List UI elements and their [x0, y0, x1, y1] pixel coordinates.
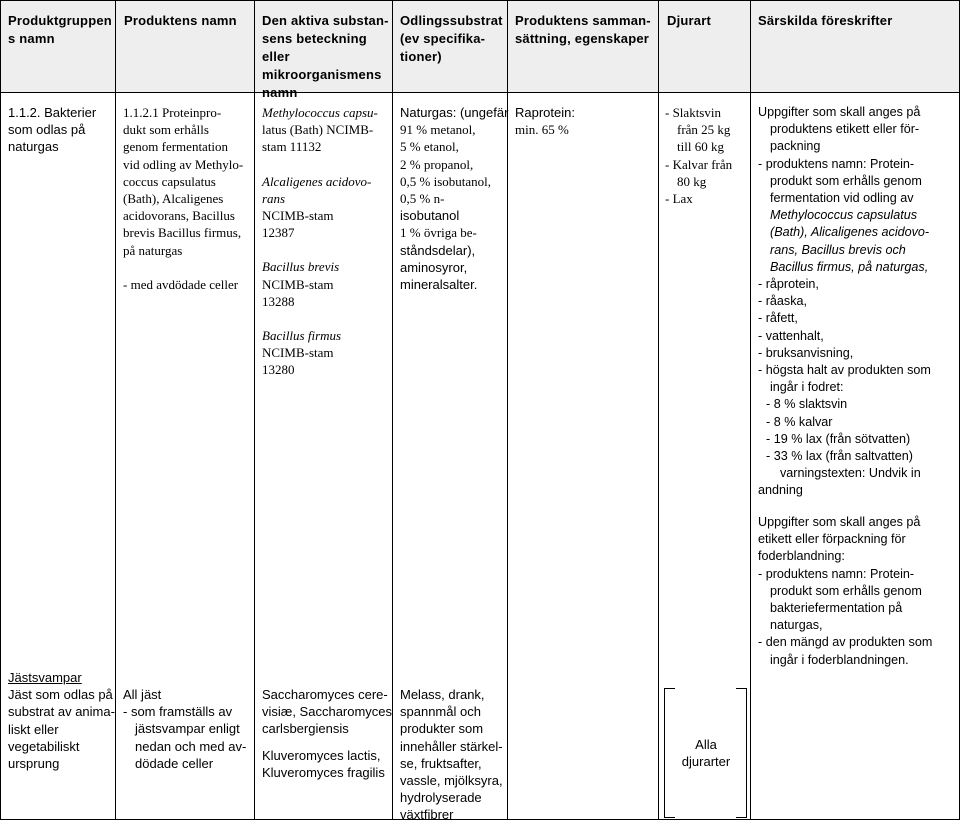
column-divider — [750, 0, 751, 820]
header-composition: Produktens samman- sättning, egenskaper — [515, 13, 651, 46]
right-bracket — [736, 688, 747, 818]
row1-product-group: 1.1.2. Bakterier som odlas på naturgas — [8, 105, 97, 155]
column-divider — [658, 0, 659, 820]
row1-active-substance: Methylococcus capsu- latus (Bath) NCIMB- stam 11132 Alcaligenes acidovo- rans NCIMB-stam 12387 Bacillus brevis NCIMB-stam 13288 Bacillus firmus NCIMB-stam 13280 — [262, 105, 378, 378]
header-active-substance: Den aktiva substan- sens beteckning eller mikroorganismens namn — [262, 13, 389, 100]
column-divider — [392, 0, 393, 820]
row1-substrate: Naturgas: (ungefär 91 % metanol, 5 % etanol, 2 % propanol, 0,5 % isobutanol, 0,5 % n- isobutanol 1 % övriga be- ståndsdelar), aminosyror, mineralsalter. — [400, 105, 509, 293]
row1-special-provisions-mixture: Uppgifter som skall anges på etikett eller förpackning för foderblandning: - produktens namn: Protein- produkt som erhålls genom bakteriefermentation på naturgas, - den mängd av produkten som ingår i foderblandningen. — [758, 515, 933, 667]
left-bracket — [664, 688, 675, 818]
header-product-group: Produktgruppen s namn — [8, 13, 112, 46]
row1-composition: Raprotein: min. 65 % — [515, 105, 575, 138]
header-product-name: Produktens namn — [124, 13, 237, 28]
row1-species: - Slaktsvin från 25 kg till 60 kg - Kalvar från 80 kg - Lax — [665, 105, 733, 207]
group-title: Jästsvampar — [8, 670, 82, 685]
row1-special-provisions: Uppgifter som skall anges på produktens etikett eller för- packning - produktens namn: Protein- produkt som erhålls genom fermentation vid odling av Methylococcus capsulatus (Bath), Alicaligenes acidovo- rans, Bacillus brevis och Bacillus firmus, på naturgas, - råprotein, - råaska, - råfett, - vattenhalt, - bruksanvisning, - högsta halt av produkten som ingår i fodret: - 8 % slaktsvin - 8 % kalvar - 19 % lax (från sötvatten) - 33 % lax (från saltvatten) varningstexten: Undvik in andning — [758, 105, 931, 498]
row2-active-substance: Saccharomyces cere- visiæ, Saccharomyces carlsbergiensis Kluveromyces lactis, Kluveromyces fragilis — [262, 687, 393, 780]
header-substrate: Odlingssubstrat (ev specifika- tioner) — [400, 13, 503, 64]
header-special-provisions: Särskilda föreskrifter — [758, 13, 893, 28]
row1-product-name: 1.1.2.1 Proteinpro- dukt som erhålls genom fermentation vid odling av Methylo- coccus capsulatus (Bath), Alcaligenes acidovorans, Bacillus brevis Bacillus firmus, på naturgas - med avdödade celler — [123, 105, 244, 292]
header-species: Djurart — [667, 13, 712, 28]
column-divider — [115, 0, 116, 820]
row2-product-group: Jästsvampar Jäst som odlas på substrat av anima- liskt eller vegetabiliskt ursprung — [8, 670, 115, 772]
row2-species: Alla djurarter — [681, 737, 731, 770]
row2-substrate: Melass, drank, spannmål och produkter som innehåller stärkel- se, fruktsafter, vassle, mjölksyra, hydrolyserade växtfibrer — [400, 687, 503, 823]
column-divider — [254, 0, 255, 820]
row2-product-name: All jäst - som framställs av jästsvampar enligt nedan och med av- dödade celler — [123, 687, 247, 771]
